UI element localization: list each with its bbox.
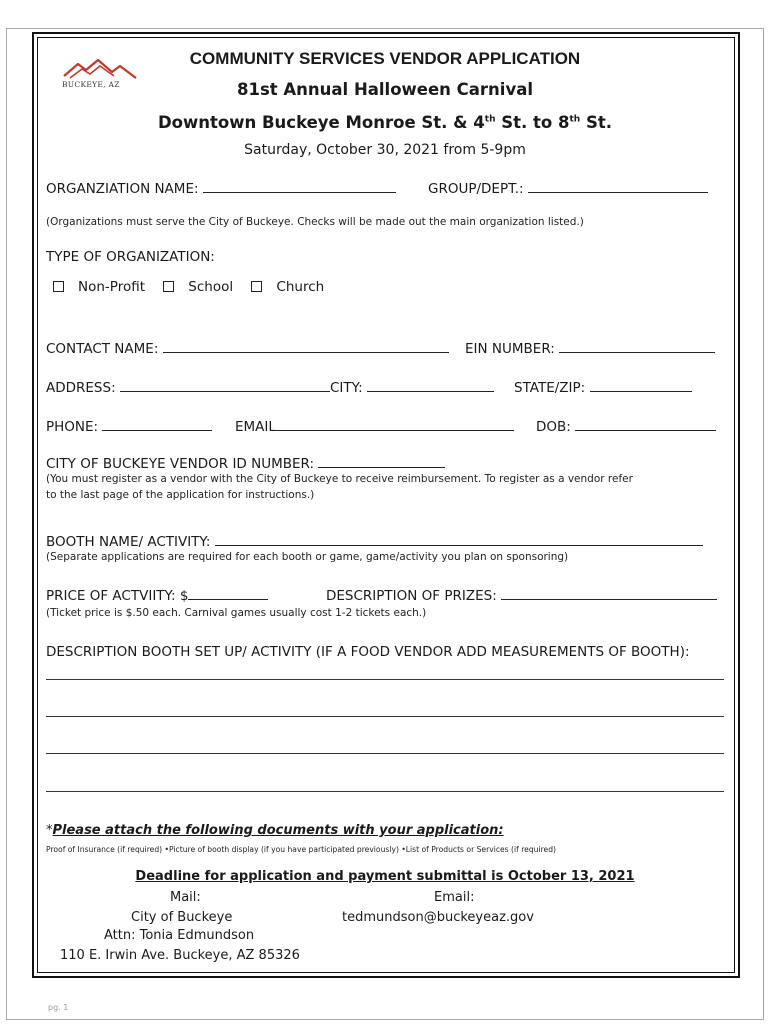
- booth-setup-label: DESCRIPTION BOOTH SET UP/ ACTIVITY (IF A FOOD VENDOR ADD MEASUREMENTS OF BOOTH):: [46, 644, 690, 660]
- address-field[interactable]: ADDRESS:: [46, 379, 330, 396]
- org-type-label: TYPE OF ORGANIZATION:: [46, 249, 215, 265]
- vendor-note-line1: (You must register as a vendor with the City of Buckeye to receive reimbursement. To register as a vendor refer: [46, 473, 633, 485]
- checkbox-school[interactable]: [163, 281, 174, 292]
- page-number: pg. 1: [48, 1003, 69, 1012]
- event-location: Downtown Buckeye Monroe St. & 4th St. to 8th St.: [157, 113, 613, 132]
- org-note: (Organizations must serve the City of Buckeye. Checks will be made out the main organization listed.): [46, 216, 584, 228]
- checkbox-nonprofit[interactable]: [53, 281, 64, 292]
- group-dept-field[interactable]: GROUP/DEPT.:: [428, 180, 708, 197]
- booth-setup-line-3[interactable]: [46, 753, 724, 754]
- deadline-text: Deadline for application and payment submittal is October 13, 2021: [135, 869, 635, 884]
- state-zip-field[interactable]: STATE/ZIP:: [514, 379, 692, 396]
- attachments-heading: *Please attach the following documents with your application:: [46, 823, 504, 838]
- checkbox-church[interactable]: [251, 281, 262, 292]
- ein-number-field[interactable]: EIN NUMBER:: [465, 340, 715, 357]
- phone-field[interactable]: PHONE:: [46, 418, 212, 435]
- email-field[interactable]: EMAIL: [235, 418, 514, 435]
- vendor-note-line2: to the last page of the application for instructions.): [46, 489, 315, 501]
- city-field[interactable]: CITY:: [330, 379, 494, 396]
- logo-text: BUCKEYE, AZ: [62, 80, 120, 89]
- event-name: 81st Annual Halloween Carnival: [237, 80, 533, 99]
- booth-setup-line-1[interactable]: [46, 679, 724, 680]
- mail-line-1: City of Buckeye: [131, 910, 233, 925]
- attachments-list: Proof of Insurance (if required) •Picture of booth display (if you have participated previously) •List of Products or Services (if required): [46, 845, 556, 854]
- price-field[interactable]: PRICE OF ACTVIITY: $: [46, 587, 268, 604]
- email-address-link[interactable]: tedmundson@buckeyeaz.gov: [342, 910, 534, 925]
- dob-field[interactable]: DOB:: [536, 418, 716, 435]
- vendor-id-field[interactable]: CITY OF BUCKEYE VENDOR ID NUMBER:: [46, 455, 445, 472]
- booth-setup-line-4[interactable]: [46, 791, 724, 792]
- email-label: Email:: [434, 890, 475, 905]
- form-title: COMMUNITY SERVICES VENDOR APPLICATION: [189, 49, 581, 68]
- mail-line-2: Attn: Tonia Edmundson: [104, 928, 255, 943]
- org-type-church[interactable]: Church: [251, 279, 324, 295]
- contact-name-field[interactable]: CONTACT NAME:: [46, 340, 449, 357]
- event-date: Saturday, October 30, 2021 from 5-9pm: [244, 142, 526, 158]
- booth-note: (Separate applications are required for each booth or game, game/activity you plan on sponsoring): [46, 551, 569, 563]
- org-type-nonprofit[interactable]: Non-Profit: [53, 279, 145, 295]
- booth-name-field[interactable]: BOOTH NAME/ ACTIVITY:: [46, 533, 703, 550]
- mail-line-3: 110 E. Irwin Ave. Buckeye, AZ 85326: [60, 948, 300, 963]
- org-type-options: [53, 279, 338, 295]
- mail-label: Mail:: [170, 890, 201, 905]
- price-note: (Ticket price is $.50 each. Carnival games usually cost 1-2 tickets each.): [46, 607, 427, 619]
- org-type-school[interactable]: School: [163, 279, 233, 295]
- org-name-field[interactable]: ORGANZIATION NAME:: [46, 180, 396, 197]
- booth-setup-line-2[interactable]: [46, 716, 724, 717]
- prizes-field[interactable]: DESCRIPTION OF PRIZES:: [326, 587, 717, 604]
